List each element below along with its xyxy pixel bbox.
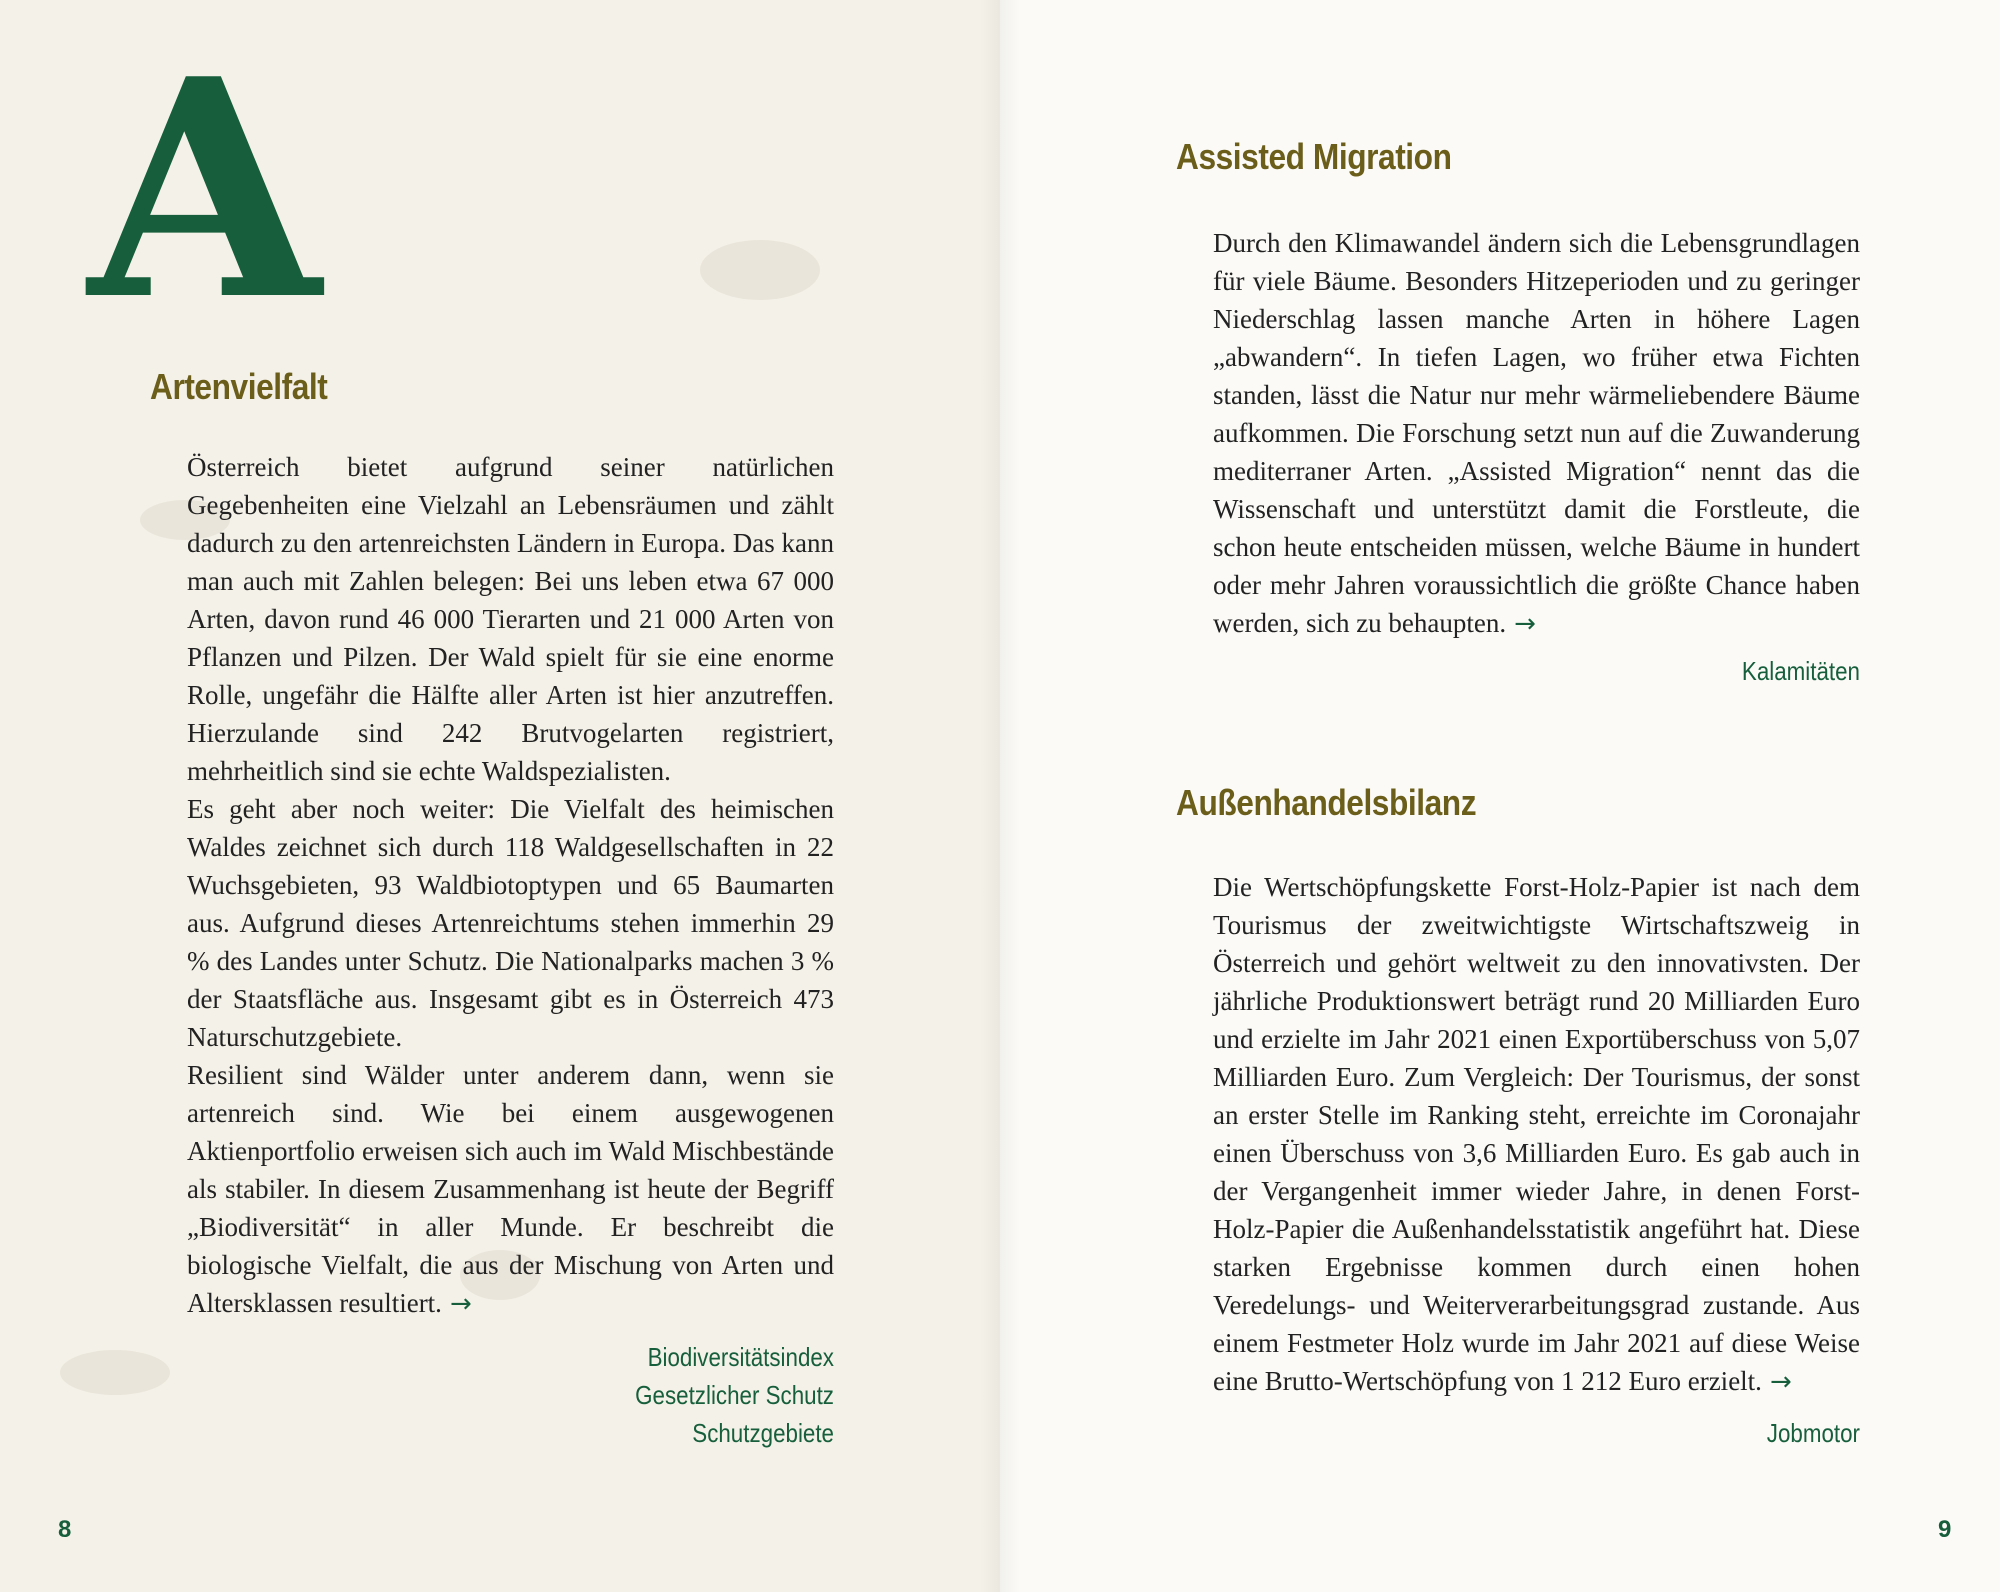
entry-body	[1213, 868, 1860, 1401]
right-page	[1000, 0, 2000, 1592]
cross-reference-link[interactable]: Schutzgebiete	[692, 1418, 834, 1448]
entry-heading: Außenhandelsbilanz	[1176, 782, 1477, 823]
arrow-right-icon: →	[1514, 609, 1536, 639]
arrow-right-icon: →	[449, 1289, 472, 1319]
paper-fleck	[60, 1350, 170, 1395]
entry-body	[1213, 224, 1860, 643]
entry-heading: Assisted Migration	[1176, 136, 1452, 177]
cross-references	[1526, 652, 1860, 690]
cross-reference-link[interactable]: Jobmotor	[1766, 1418, 1860, 1448]
cross-reference-link[interactable]: Gesetzlicher Schutz	[635, 1380, 834, 1410]
entry-paragraph: Resilient sind Wälder unter anderem dann, wenn sie artenreich sind. Wie bei einem ausgewogenen Aktienportfolio erweisen sich auch im Wald Mischbestände als stabiler. In diesem Zusammenhang ist heute der Begriff „Biodiversität“ in aller Munde. Er beschreibt die biologische Vielfalt, die aus der Mischung von Arten und Altersklassen resultiert. →	[187, 1060, 834, 1319]
entry-body	[187, 448, 834, 1323]
page-number: 8	[58, 1516, 72, 1543]
book-gutter	[980, 0, 1020, 1592]
cross-references	[500, 1338, 834, 1452]
paper-fleck	[700, 240, 820, 300]
cross-reference-link[interactable]: Biodiversitätsindex	[647, 1342, 834, 1372]
arrow-right-icon: →	[1769, 1367, 1792, 1397]
entry-paragraph: Durch den Klimawandel ändern sich die Lebensgrundlagen für viele Bäume. Besonders Hitzeperioden und zu geringer Niederschlag lassen manche Arten in höhere Lagen „abwandern“. In tiefen Lagen, wo früher etwa Fichten standen, lässt die Natur nur mehr wärmeliebendere Bäume aufkommen. Die Forschung setzt nun auf die Zuwanderung mediterraner Arten. „Assisted Migration“ nennt das die Wissenschaft und unterstützt damit die Forstleute, die schon heute entscheiden müssen, welche Bäume in hundert oder mehr Jahren voraussichtlich die größte Chance haben werden, sich zu behaupten. →	[1213, 228, 1860, 639]
entry-paragraph: Österreich bietet aufgrund seiner natürlichen Gegebenheiten eine Vielzahl an Lebensräumen und zählt dadurch zu den artenreichsten Ländern in Europa. Das kann man auch mit Zahlen belegen: Bei uns leben etwa 67 000 Arten, davon rund 46 000 Tierarten und 21 000 Arten von Pflanzen und Pilzen. Der Wald spielt für sie eine enorme Rolle, ungefähr die Hälfte aller Arten ist hier anzutreffen. Hierzulande sind 242 Brutvogelarten registriert, mehrheitlich sind sie echte Waldspezialisten.	[187, 452, 834, 786]
drop-letter: A	[88, 13, 317, 366]
cross-references	[1526, 1414, 1860, 1452]
page-number: 9	[1938, 1516, 1952, 1543]
cross-reference-link[interactable]: Kalamitäten	[1741, 656, 1860, 686]
entry-paragraph: Es geht aber noch weiter: Die Vielfalt des heimischen Waldes zeichnet sich durch 118 Waldgesellschaften in 22 Wuchsgebieten, 93 Waldbiotoptypen und 65 Baumarten aus. Aufgrund dieses Artenreichtums stehen immerhin 29 % des Landes unter Schutz. Die Nationalparks machen 3 % der Staatsfläche aus. Insgesamt gibt es in Österreich 473 Naturschutzgebiete.	[187, 794, 834, 1052]
entry-heading: Artenvielfalt	[150, 366, 328, 407]
entry-paragraph: Die Wertschöpfungskette Forst-Holz-Papier ist nach dem Tourismus der zweitwichtigste Wirtschaftszweig in Österreich und gehört weltweit zu den innovativsten. Der jährliche Produktionswert beträgt rund 20 Milliarden Euro und erzielte im Jahr 2021 einen Exportüberschuss von 5,07 Milliarden Euro. Zum Vergleich: Der Tourismus, der sonst an erster Stelle im Ranking steht, erreichte im Coronajahr einen Überschuss von 3,6 Milliarden Euro. Es gab auch in der Vergangenheit immer wieder Jahre, in denen Forst-Holz-Papier die Außenhandelsstatistik angeführt hat. Diese starken Ergebnisse kommen durch einen hohen Veredelungs- und Weiterverarbeitungsgrad zustande. Aus einem Festmeter Holz wurde im Jahr 2021 auf diese Weise eine Brutto-Wertschöpfung von 1 212 Euro erzielt. →	[1213, 872, 1860, 1397]
